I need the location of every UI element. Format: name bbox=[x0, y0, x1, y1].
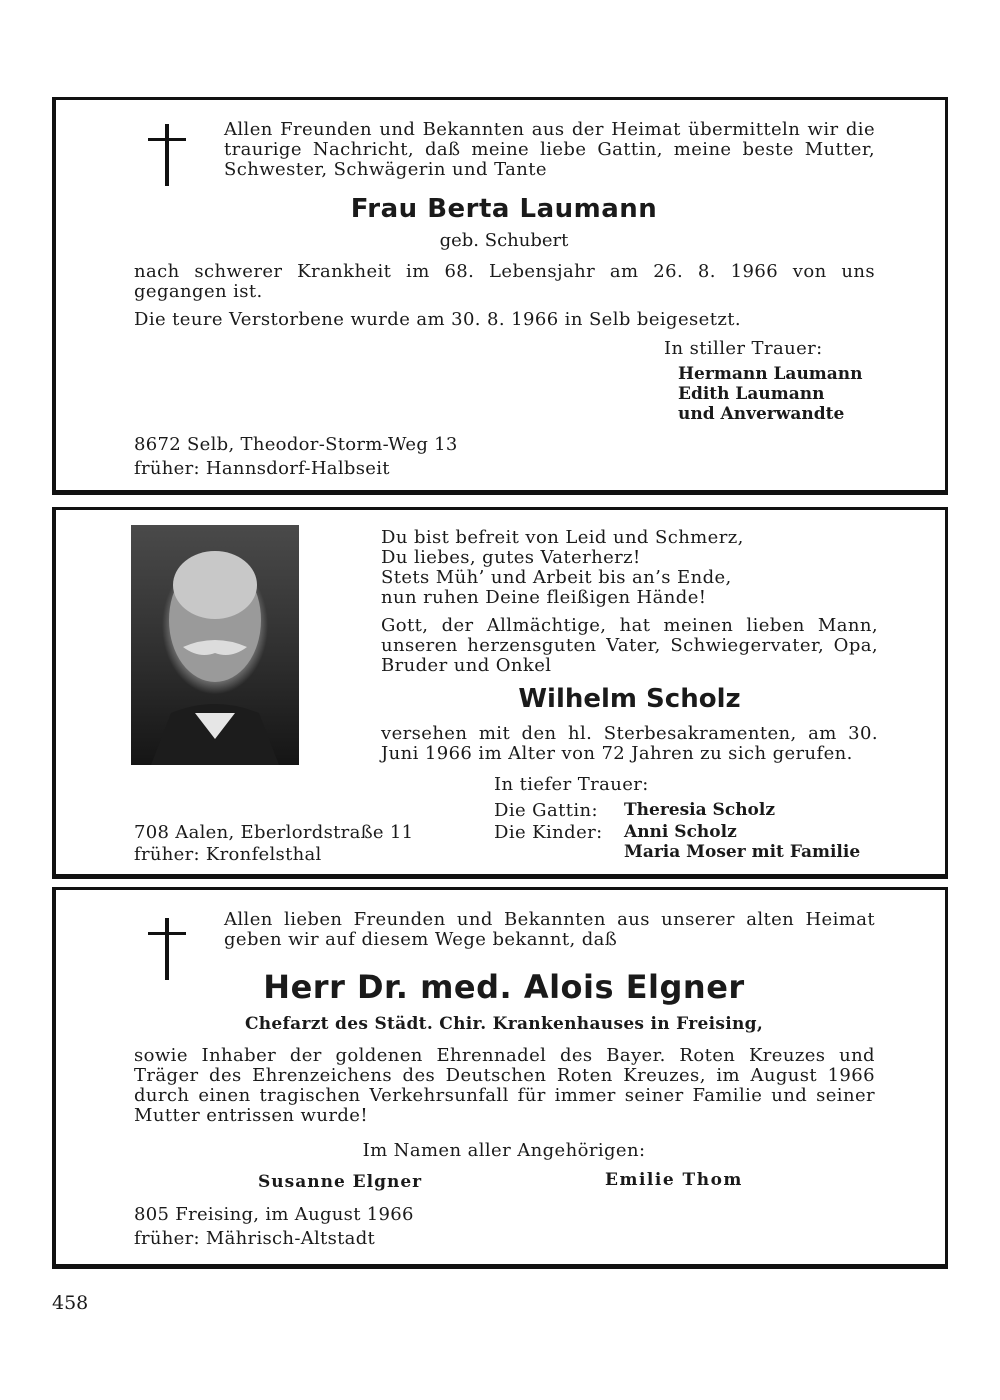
former-address: früher: Kronfelsthal bbox=[134, 844, 322, 865]
signer-name: Susanne Elgner bbox=[258, 1172, 423, 1192]
mourning-label: In tiefer Trauer: bbox=[494, 774, 649, 795]
address: 708 Aalen, Eberlordstraße 11 bbox=[134, 822, 414, 843]
poem-line: nun ruhen Deine fleißigen Hände! bbox=[381, 587, 707, 608]
obituary-elgner bbox=[52, 887, 948, 1269]
poem-line: Stets Müh’ und Arbeit bis an’s Ende, bbox=[381, 567, 732, 588]
children-label: Die Kinder: bbox=[494, 822, 603, 843]
mourning-label: In stiller Trauer: bbox=[664, 338, 823, 359]
death-text: nach schwerer Krankheit im 68. Lebensjahr am 26. 8. 1966 von uns gegangen ist. bbox=[134, 261, 875, 302]
signer-name: Emilie Thom bbox=[605, 1170, 743, 1190]
portrait-photo bbox=[131, 525, 299, 765]
wife-label: Die Gattin: bbox=[494, 800, 598, 821]
address: 8672 Selb, Theodor-Storm-Weg 13 bbox=[134, 434, 458, 455]
intro-text: Gott, der Allmächtige, hat meinen lieben Mann, unseren herzensguten Vater, Schwiegervater, Opa, Bruder und Onkel bbox=[381, 615, 878, 676]
former-address: früher: Mährisch-Altstadt bbox=[134, 1228, 376, 1249]
intro-text: Allen Freunden und Bekannten aus der Heimat übermitteln wir die traurige Nachricht, daß meine liebe Gattin, meine beste Mutter, Schwester, Schwägerin und Tante bbox=[224, 119, 875, 180]
maiden-name: geb. Schubert bbox=[439, 230, 569, 251]
child-name: Maria Moser mit Familie bbox=[624, 842, 861, 862]
deceased-title: Chefarzt des Städt. Chir. Krankenhauses in Freising, bbox=[244, 1014, 764, 1034]
mourner-name: Hermann Laumann bbox=[678, 364, 863, 384]
intro-text: Allen lieben Freunden und Bekannten aus unserer alten Heimat geben wir auf diesem Wege bekannt, daß bbox=[224, 909, 875, 950]
child-name: Anni Scholz bbox=[624, 822, 737, 842]
poem-line: Du liebes, gutes Vaterherz! bbox=[381, 547, 641, 568]
deceased-name: Frau Berta Laumann bbox=[350, 194, 658, 224]
obituary-laumann bbox=[52, 97, 948, 495]
body-text: sowie Inhaber der goldenen Ehrennadel des Bayer. Roten Kreuzes und Träger des Ehrenzeichens des Deutschen Roten Kreuzes, im August 1966 durch einen tragischen Verkehrsunfall für immer seiner Familie und seiner Mutter entrissen wurde! bbox=[134, 1045, 875, 1126]
obituary-scholz bbox=[52, 507, 948, 879]
mourner-name: und Anverwandte bbox=[678, 404, 845, 424]
poem-line: Du bist befreit von Leid und Schmerz, bbox=[381, 527, 744, 548]
family-label: Im Namen aller Angehörigen: bbox=[362, 1140, 646, 1161]
address: 805 Freising, im August 1966 bbox=[134, 1204, 414, 1225]
page-number: 458 bbox=[52, 1292, 89, 1314]
cross-icon bbox=[148, 124, 186, 186]
burial-text: Die teure Verstorbene wurde am 30. 8. 1966 in Selb beigesetzt. bbox=[134, 309, 741, 330]
former-address: früher: Hannsdorf-Halbseit bbox=[134, 458, 390, 479]
deceased-name: Wilhelm Scholz bbox=[518, 684, 741, 714]
death-text: versehen mit den hl. Sterbesakramenten, am 30. Juni 1966 im Alter von 72 Jahren zu sich gerufen. bbox=[381, 723, 878, 764]
mourner-name: Edith Laumann bbox=[678, 384, 825, 404]
wife-name: Theresia Scholz bbox=[624, 800, 775, 820]
deceased-name: Herr Dr. med. Alois Elgner bbox=[263, 968, 745, 1006]
